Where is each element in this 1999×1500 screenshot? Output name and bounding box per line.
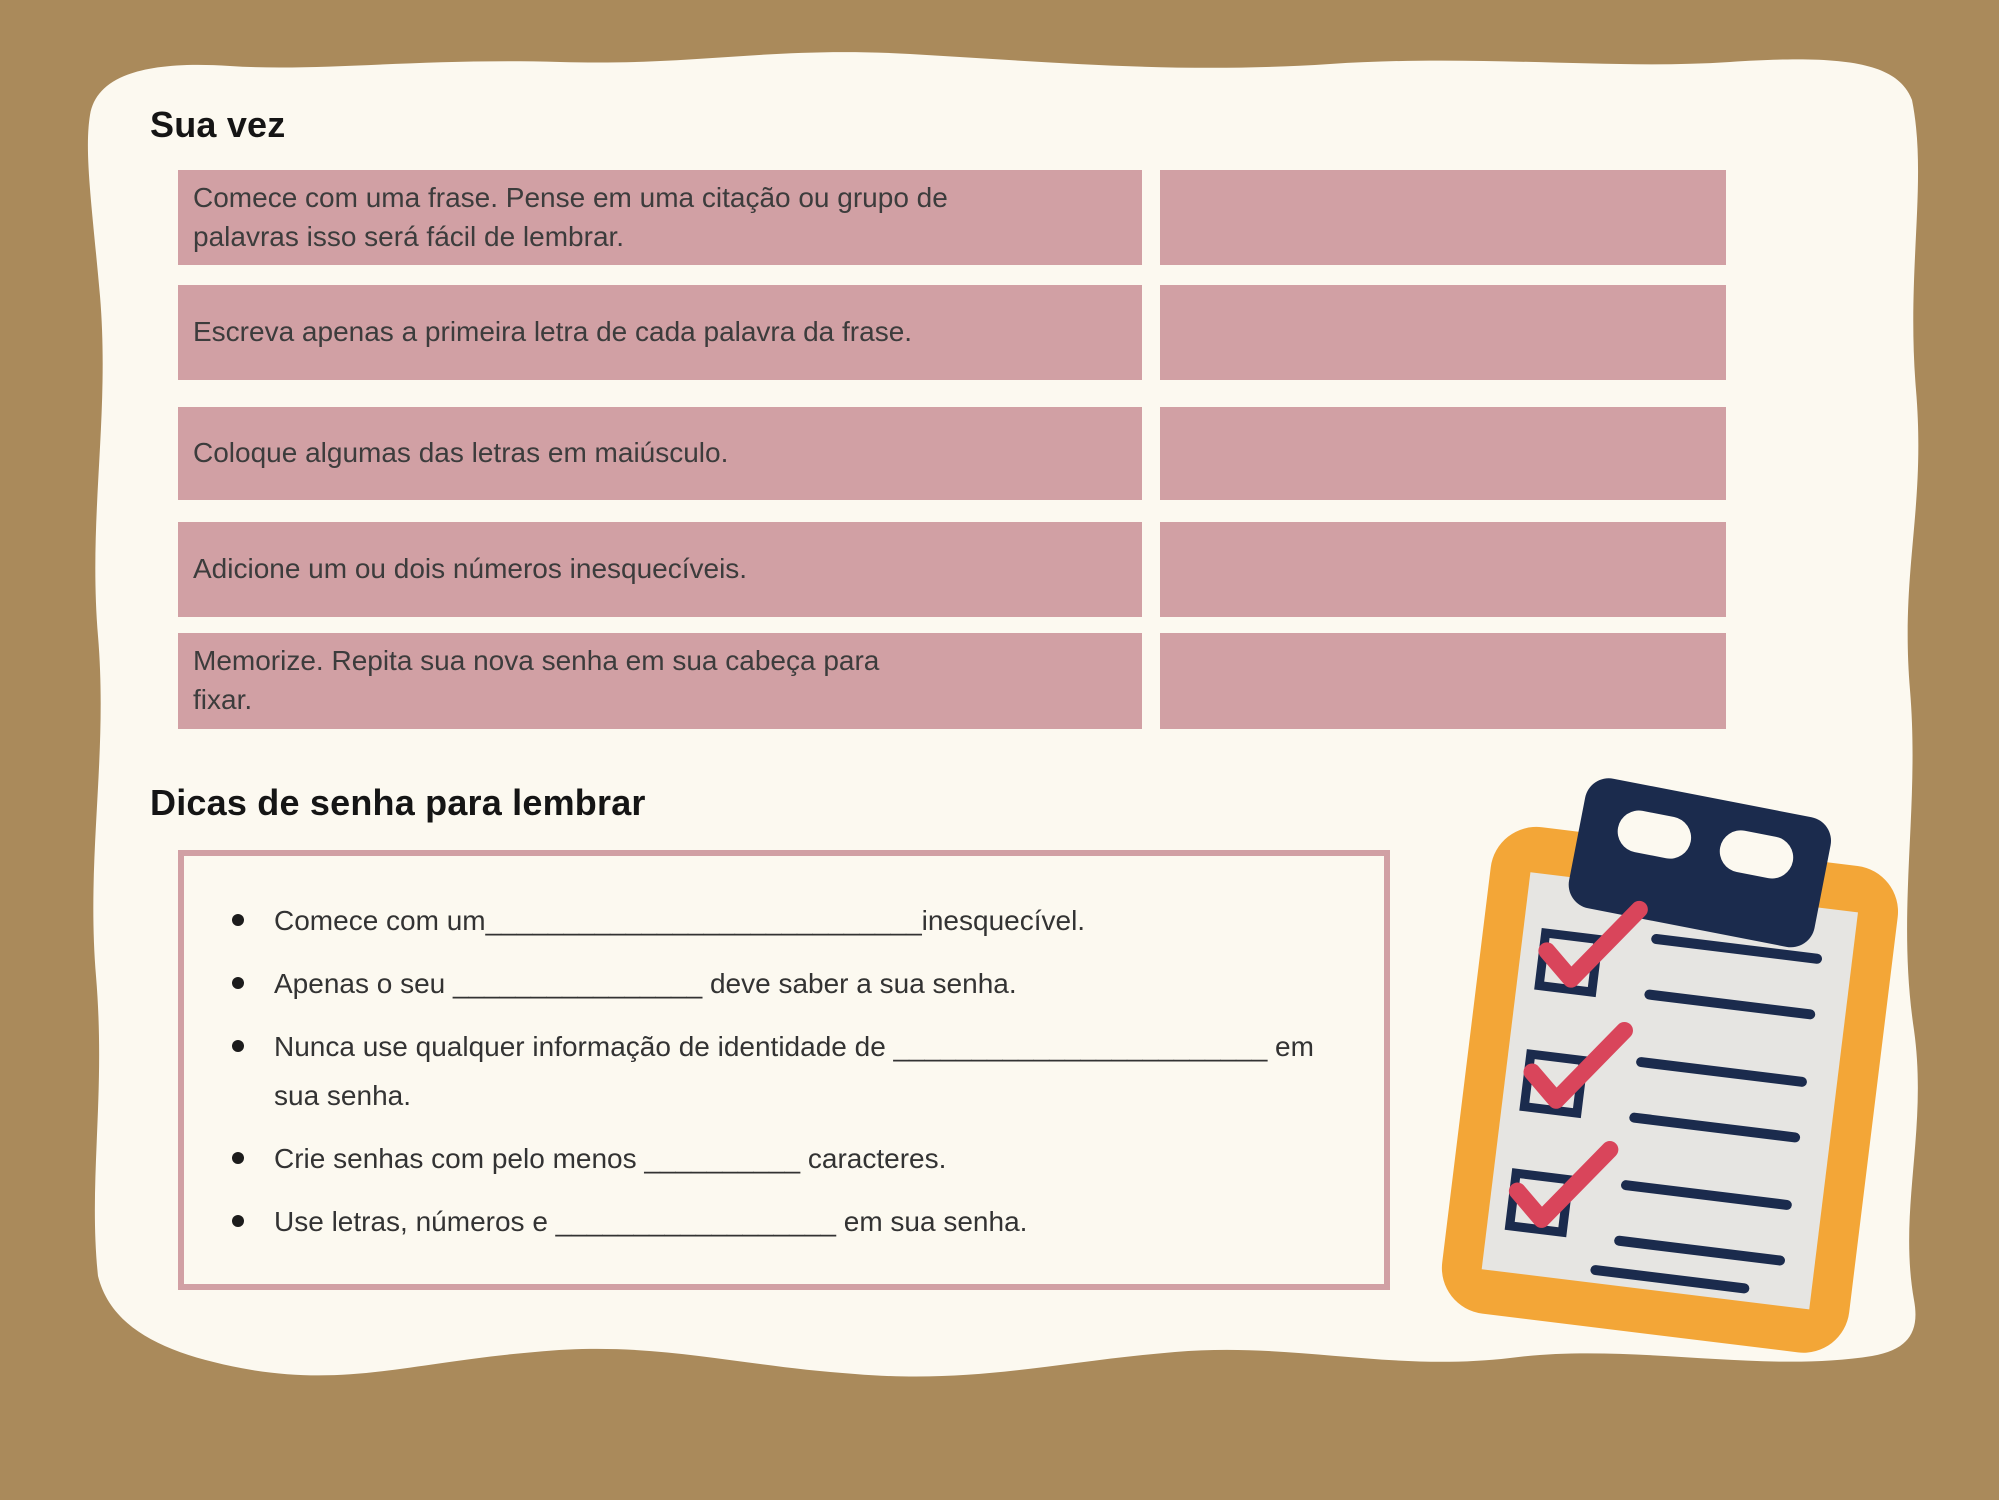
step-row <box>178 170 1726 265</box>
step-instruction-box <box>178 633 1142 729</box>
tip-text: Comece com um____________________________inesquecível. <box>274 905 1086 936</box>
tip-text: Use letras, números e __________________ em sua senha. <box>274 1206 1028 1237</box>
checkbox-checked-icon <box>1519 1049 1588 1118</box>
step-row <box>178 633 1726 729</box>
step-answer-box[interactable] <box>1160 522 1726 617</box>
step-row <box>178 407 1726 500</box>
tip-item <box>274 896 1324 945</box>
clip-hole <box>1716 827 1797 882</box>
step-instruction-text: Coloque algumas das letras em maiúsculo. <box>193 437 729 469</box>
tip-text: Apenas o seu ________________ deve saber a sua senha. <box>274 968 1017 999</box>
step-instruction-box <box>178 522 1142 617</box>
step-instruction-text: Escreva apenas a primeira letra de cada palavra da frase. <box>193 316 913 348</box>
checkbox-checked-icon <box>1534 928 1603 997</box>
tip-item <box>274 1022 1324 1120</box>
step-instruction-text: Comece com uma frase. Pense em uma citação ou grupo de palavras isso será fácil de lembrar. <box>193 181 948 252</box>
clipboard-rotated-group <box>1437 772 1910 1358</box>
bullet-icon <box>232 977 244 989</box>
step-instruction-text: Memorize. Repita sua nova senha em sua cabeça para fixar. <box>193 645 880 715</box>
tips-list <box>184 896 1384 1246</box>
step-row <box>178 522 1726 617</box>
clip-hole <box>1614 807 1695 862</box>
tip-item <box>274 1197 1324 1246</box>
checkbox-checked-icon <box>1505 1168 1574 1237</box>
bullet-icon <box>232 1215 244 1227</box>
tips-box <box>178 850 1390 1290</box>
checkmark-icon <box>1510 1004 1637 1131</box>
tip-text: Crie senhas com pelo menos __________ caracteres. <box>274 1143 947 1174</box>
tip-item <box>274 959 1324 1008</box>
step-instruction-box <box>178 285 1142 380</box>
section-title-your-turn: Sua vez <box>150 104 286 145</box>
bullet-icon <box>232 1152 244 1164</box>
checkmark-icon <box>1525 883 1652 1010</box>
step-instruction-box <box>178 407 1142 500</box>
checkmark-icon <box>1496 1124 1623 1251</box>
step-answer-box[interactable] <box>1160 633 1726 729</box>
tip-text: Nunca use qualquer informação de identidade de ________________________ em sua senha. <box>274 1031 1314 1111</box>
clipboard-checklist-illustration <box>1468 795 1878 1335</box>
bullet-icon <box>232 914 244 926</box>
section-title-tips: Dicas de senha para lembrar <box>150 782 646 823</box>
bullet-icon <box>232 1040 244 1052</box>
step-instruction-box <box>178 170 1142 265</box>
step-answer-box[interactable] <box>1160 285 1726 380</box>
step-answer-box[interactable] <box>1160 407 1726 500</box>
tip-item <box>274 1134 1324 1183</box>
step-answer-box[interactable] <box>1160 170 1726 265</box>
step-row <box>178 285 1726 380</box>
step-instruction-text: Adicione um ou dois números inesquecíveis. <box>193 553 748 585</box>
